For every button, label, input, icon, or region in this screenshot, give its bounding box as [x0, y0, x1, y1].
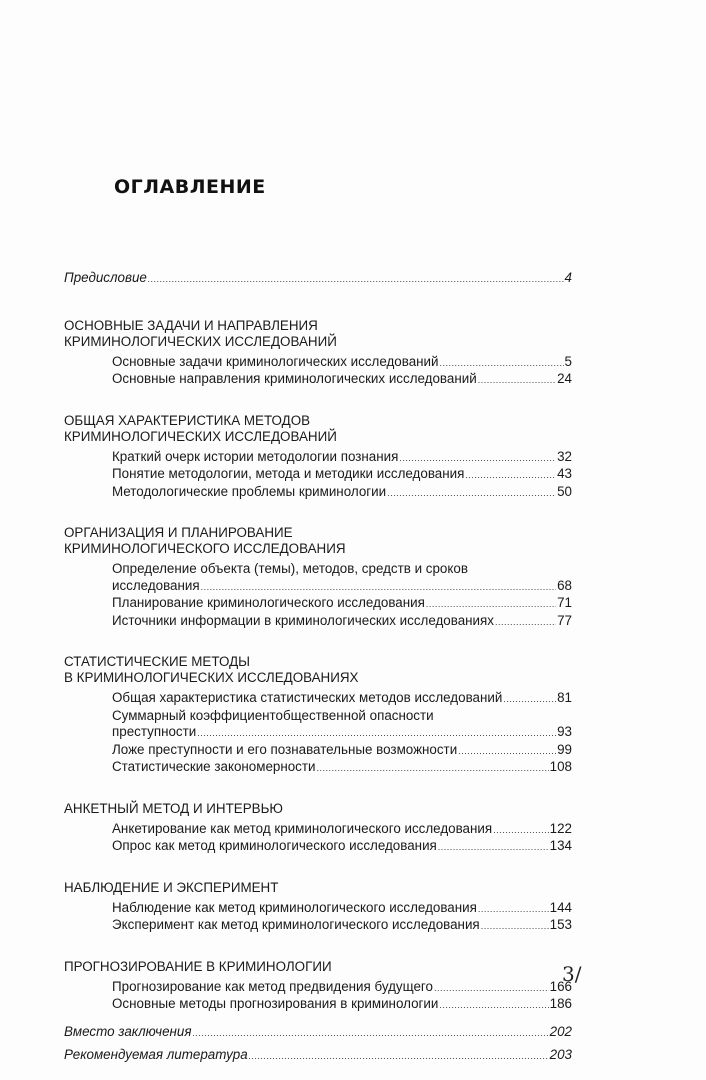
- section-title-line: КРИМИНОЛОГИЧЕСКИХ ИССЛЕДОВАНИЙ: [64, 428, 337, 444]
- section-title-line: В КРИМИНОЛОГИЧЕСКИХ ИССЛЕДОВАНИЯХ: [64, 670, 359, 685]
- toc-entry-label: Предисловие: [64, 270, 147, 285]
- section-title-line: ОБЩАЯ ХАРАКТЕРИСТИКА МЕТОДОВ: [64, 412, 311, 428]
- toc-entry-label: Планирование криминологического исследования: [112, 595, 425, 610]
- toc-entry-literature[interactable]: [64, 1047, 572, 1065]
- toc-entry-page: 5: [564, 353, 572, 369]
- section-title-line: ПРОГНОЗИРОВАНИЕ В КРИМИНОЛОГИИ: [64, 958, 332, 974]
- toc-entry-label: Вместо заключения: [64, 1023, 192, 1039]
- leader-dots: [495, 614, 556, 631]
- leader-dots: [317, 760, 549, 777]
- leader-dots: [439, 997, 548, 1014]
- toc-entry-label: Источники информации в криминологических исследованиях: [112, 612, 494, 628]
- toc-entry-page: 81: [557, 690, 572, 705]
- toc-section: [64, 959, 572, 1014]
- toc-section: [64, 801, 572, 856]
- toc-section: [64, 525, 572, 630]
- toc-entry-label: Общая характеристика статистических методов исследований: [112, 690, 503, 705]
- leader-dots: [426, 596, 556, 613]
- leader-dots: [434, 980, 549, 997]
- toc-entry-label: Эксперимент как метод криминологического исследования: [112, 917, 480, 932]
- toc-section: [64, 318, 572, 389]
- toc-entry-label: Прогнозирование как метод предвидения будущего: [112, 978, 433, 994]
- toc-entry-label: Основные направления криминологических исследований: [112, 371, 477, 386]
- toc-entry[interactable]: [112, 838, 572, 856]
- section-title-line: ОРГАНИЗАЦИЯ И ПЛАНИРОВАНИЕ: [64, 525, 293, 540]
- section-title-line: КРИМИНОЛОГИЧЕСКИХ ИССЛЕДОВАНИЙ: [64, 333, 337, 349]
- leader-dots: [440, 355, 564, 372]
- toc-entry-label: Анкетирование как метод криминологического исследования: [112, 820, 493, 836]
- leader-dots: [458, 743, 556, 760]
- toc-entry-label: Статистические закономерности: [112, 759, 316, 774]
- toc-entry[interactable]: [112, 690, 572, 708]
- section-title-line: ОСНОВНЫЕ ЗАДАЧИ И НАПРАВЛЕНИЯ: [64, 317, 318, 333]
- toc-entry-label: Опрос как метод криминологического исследования: [112, 838, 437, 853]
- toc-entry-page: 24: [557, 371, 572, 386]
- toc-entry-page: 99: [557, 741, 572, 757]
- toc-entry-label: исследования: [112, 577, 200, 593]
- toc-entry-page: 108: [549, 759, 572, 774]
- toc-entry[interactable]: [112, 742, 572, 760]
- leader-dots: [481, 918, 549, 935]
- leader-dots: [478, 901, 549, 918]
- toc-entry-page: 166: [549, 978, 572, 994]
- toc-entry[interactable]: [112, 595, 572, 613]
- toc-entry-preface[interactable]: [64, 270, 572, 288]
- toc-entry-page: 68: [557, 577, 572, 593]
- toc-entry-page: 77: [557, 612, 572, 628]
- toc-entry[interactable]: [112, 724, 572, 742]
- toc-entry-label: Основные задачи криминологических исследований: [112, 353, 439, 369]
- section-title-line: НАБЛЮДЕНИЕ И ЭКСПЕРИМЕНТ: [64, 879, 279, 895]
- toc-entry[interactable]: [112, 979, 572, 997]
- toc-entry-label: Рекомендуемая литература: [64, 1047, 248, 1062]
- toc-entry[interactable]: [112, 900, 572, 918]
- toc-entry-label: Понятие методологии, метода и методики исследования: [112, 466, 465, 481]
- leader-dots: [193, 1025, 549, 1042]
- leader-dots: [201, 579, 556, 596]
- leader-dots: [465, 467, 556, 484]
- toc-entry-label: Наблюдение как метод криминологического исследования: [112, 899, 477, 915]
- toc-entry-page: 43: [557, 466, 572, 481]
- toc-entry[interactable]: [112, 371, 572, 389]
- toc-section: [64, 880, 572, 935]
- toc-entry-label: Ложе преступности и его познавательные возможности: [112, 741, 458, 757]
- toc-entry[interactable]: [112, 578, 572, 596]
- toc-entry-label: преступности: [112, 724, 197, 739]
- toc-entry-page: 202: [549, 1023, 572, 1039]
- toc-entry[interactable]: [112, 821, 572, 839]
- toc-entry-first-line[interactable]: Определение объекта (темы), методов, средств и сроков: [112, 561, 468, 576]
- toc-entry[interactable]: [112, 759, 572, 777]
- toc-entry-page: 153: [549, 917, 572, 932]
- toc-section: [64, 413, 572, 502]
- toc-entry-page: 50: [557, 483, 572, 499]
- toc-entry-page: 32: [557, 448, 572, 464]
- leader-dots: [399, 450, 556, 467]
- toc-entry-page: 186: [549, 996, 572, 1011]
- section-title-line: СТАТИСТИЧЕСКИЕ МЕТОДЫ: [64, 654, 250, 669]
- toc-entry-page: 122: [549, 820, 572, 836]
- leader-dots: [249, 1048, 549, 1065]
- toc-entry[interactable]: [112, 613, 572, 631]
- toc-entry[interactable]: [112, 354, 572, 372]
- toc-entry[interactable]: [112, 484, 572, 502]
- page-number: 3/: [562, 962, 582, 986]
- toc-entry-first-line[interactable]: Суммарный коэффициентобщественной опасности: [112, 707, 434, 723]
- toc-entry[interactable]: [112, 917, 572, 935]
- toc-entry[interactable]: [112, 449, 572, 467]
- table-of-contents: [64, 270, 572, 1065]
- page-title: ОГЛАВЛЕНИЕ: [114, 176, 266, 198]
- toc-entry-conclusion[interactable]: [64, 1024, 572, 1042]
- toc-entry[interactable]: [112, 466, 572, 484]
- leader-dots: [478, 372, 556, 389]
- toc-entry-label: Основные методы прогнозирования в криминологии: [112, 996, 439, 1011]
- toc-entry[interactable]: [112, 996, 572, 1014]
- toc-entry-page: 134: [549, 838, 572, 853]
- leader-dots: [493, 822, 549, 839]
- leader-dots: [148, 271, 564, 288]
- toc-entry-page: 144: [549, 899, 572, 915]
- leader-dots: [387, 485, 556, 502]
- toc-entry-page: 93: [557, 724, 572, 739]
- toc-entry-page: 4: [564, 270, 572, 285]
- leader-dots: [503, 691, 556, 708]
- toc-entry-label: Методологические проблемы криминологии: [112, 483, 387, 499]
- section-title-line: КРИМИНОЛОГИЧЕСКОГО ИССЛЕДОВАНИЯ: [64, 541, 346, 556]
- leader-dots: [438, 839, 549, 856]
- leader-dots: [197, 725, 556, 742]
- section-title-line: АНКЕТНЫЙ МЕТОД И ИНТЕРВЬЮ: [64, 800, 283, 816]
- toc-entry-label: Краткий очерк истории методологии познания: [112, 448, 399, 464]
- toc-section: [64, 654, 572, 777]
- toc-entry-page: 203: [549, 1047, 572, 1062]
- toc-entry-page: 71: [557, 595, 572, 610]
